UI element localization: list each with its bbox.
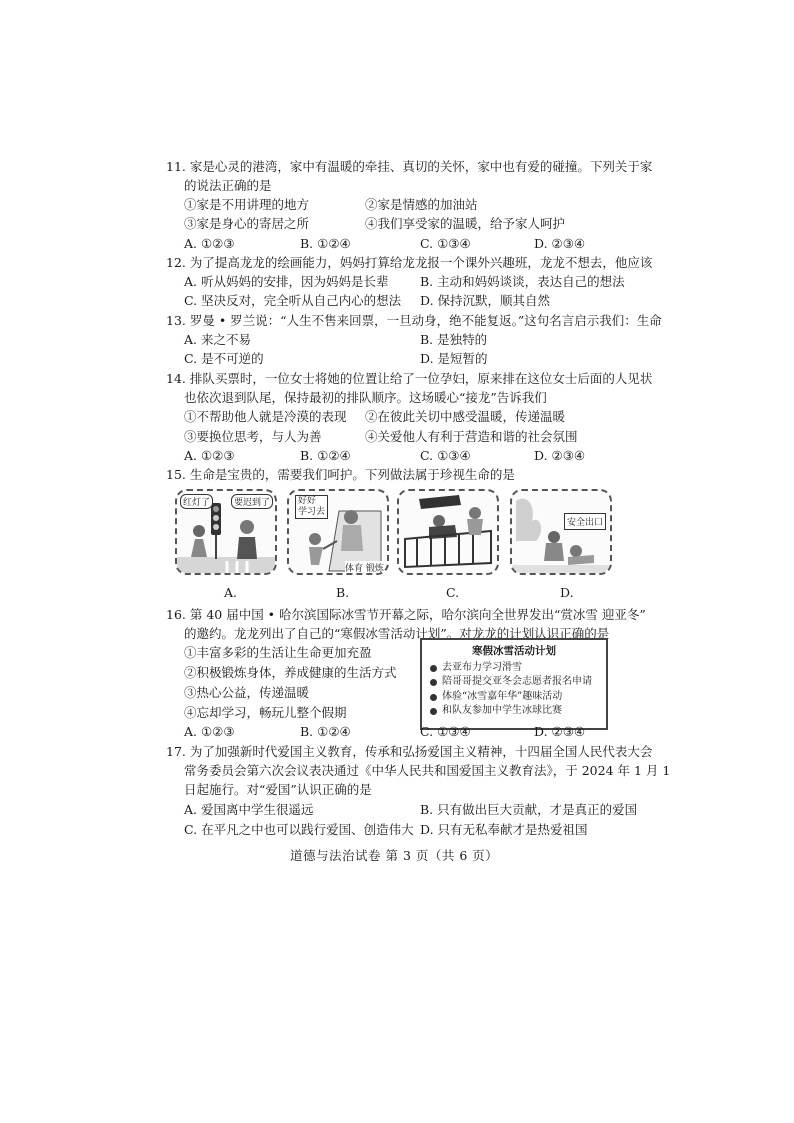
- q16-stem-line1: 16. 第 40 届中国 • 哈尔滨国际冰雪节开幕之际，哈尔滨向全世界发出“赏冰雪 迎亚冬”: [166, 607, 646, 622]
- plan-item-text: 和队友参加中学生冰球比赛: [442, 705, 562, 716]
- plan-title: 寒假冰雪活动计划: [472, 645, 556, 657]
- bullet-icon: [430, 665, 437, 672]
- q15-picture-c[interactable]: [397, 489, 499, 575]
- q11-statement-1: ①家是不用讲理的地方: [184, 197, 310, 212]
- q12-stem: 12. 为了提高龙龙的绘画能力，妈妈打算给龙龙报一个课外兴趣班，龙龙不想去，他应该: [166, 255, 653, 270]
- q14-stem-line2: 也依次退到队尾，保持最初的排队顺序。这场暖心“接龙”告诉我们: [184, 390, 547, 405]
- q17-option-d[interactable]: D. 只有无私奉献才是热爱祖国: [420, 822, 588, 837]
- q14-option-a[interactable]: A. ①②③: [184, 448, 235, 463]
- speech-bubble-red-light: 红灯了: [180, 494, 213, 509]
- plan-item: [430, 704, 598, 719]
- q15-picture-b[interactable]: [287, 489, 389, 575]
- q13-option-a[interactable]: A. 来之不易: [184, 332, 251, 347]
- q15-option-a[interactable]: A.: [224, 585, 238, 600]
- q14-statement-2: ②在彼此关切中感受温暖，传递温暖: [365, 409, 566, 424]
- bullet-icon: [430, 679, 437, 686]
- plan-item-text: 体验“冰雪嘉年华”趣味活动: [442, 690, 563, 702]
- plan-item: [430, 675, 598, 690]
- q16-option-a[interactable]: A. ①②③: [184, 724, 235, 739]
- q15-stem: 15. 生命是宝贵的，需要我们呵护。下列做法属于珍视生命的是: [166, 467, 515, 482]
- q16-statement-2: ②积极锻炼身体，养成健康的生活方式: [184, 665, 397, 680]
- q11-stem-line1: 11. 家是心灵的港湾，家中有温暖的牵挂、真切的关怀，家中也有爱的碰撞。下列关于家: [166, 159, 653, 174]
- q13-option-c[interactable]: C. 是不可逆的: [184, 351, 264, 366]
- q15-option-d[interactable]: D.: [560, 585, 574, 600]
- label-sport: [345, 561, 384, 574]
- q14-statement-3: ③要换位思考，与人为善: [184, 429, 322, 444]
- railing-climb-illustration: [399, 491, 497, 573]
- q11-option-b[interactable]: B. ①②④: [300, 236, 351, 251]
- q15-option-b[interactable]: B.: [336, 585, 350, 600]
- q12-option-d[interactable]: D. 保持沉默，顺其自然: [420, 293, 551, 308]
- q17-option-a[interactable]: A. 爱国离中学生很遥远: [184, 802, 314, 817]
- winter-activity-plan: [420, 638, 608, 730]
- label-sport-part1: 体育: [345, 564, 364, 574]
- q17-option-c[interactable]: C. 在平凡之中也可以践行爱国、创造伟大: [184, 822, 414, 837]
- sign-study-line1: 好好: [298, 496, 317, 506]
- fire-escape-illustration: [512, 491, 610, 573]
- q14-statement-4: ④关爱他人有利于营造和谐的社会氛围: [365, 429, 578, 444]
- q12-option-c[interactable]: C. 坚决反对，完全听从自己内心的想法: [184, 293, 402, 308]
- q15-picture-a[interactable]: [175, 489, 277, 575]
- q14-option-c[interactable]: C. ①③④: [420, 448, 471, 463]
- q11-option-c[interactable]: C. ①③④: [420, 236, 471, 251]
- q14-option-b[interactable]: B. ①②④: [300, 448, 351, 463]
- q11-option-d[interactable]: D. ②③④: [534, 236, 586, 251]
- sign-study-line2: 学习去: [298, 507, 326, 517]
- q14-stem-line1: 14. 排队买票时，一位女士将她的位置让给了一位孕妇，原来排在这位女士后面的人见状: [166, 371, 653, 386]
- plan-item-text: 陪哥哥提交亚冬会志愿者报名申请: [442, 676, 592, 687]
- bullet-icon: [430, 694, 437, 701]
- q16-option-b[interactable]: B. ①②④: [300, 724, 351, 739]
- q17-option-b[interactable]: B. 只有做出巨大贡献，才是真正的爱国: [420, 802, 638, 817]
- q16-option-c[interactable]: C. ①③④: [420, 724, 471, 739]
- exit-sign: 安全出口: [564, 513, 606, 530]
- page-footer: 道德与法治试卷 第 3 页（共 6 页）: [290, 848, 499, 863]
- q12-option-b[interactable]: B. 主动和妈妈谈谈，表达自己的想法: [420, 274, 625, 289]
- label-sport-part2: 锻炼: [365, 564, 384, 574]
- q11-stem-line2: 的说法正确的是: [184, 178, 272, 193]
- sign-study: [295, 495, 328, 519]
- q11-statement-4: ④我们享受家的温暖，给予家人呵护: [365, 216, 566, 231]
- plan-item: [430, 661, 598, 676]
- q14-statement-1: ①不帮助他人就是冷漠的表现: [184, 409, 347, 424]
- q16-statement-3: ③热心公益，传递温暖: [184, 685, 310, 700]
- q13-option-d[interactable]: D. 是短暂的: [420, 351, 488, 366]
- q16-stem-line2: 的邀约。龙龙列出了自己的“寒假冰雪活动计划”。对龙龙的计划认识正确的是: [184, 626, 610, 641]
- q15-picture-d[interactable]: [510, 489, 612, 575]
- q11-statement-2: ②家是情感的加油站: [365, 197, 478, 212]
- q11-option-a[interactable]: A. ①②③: [184, 236, 235, 251]
- bullet-icon: [430, 708, 437, 715]
- q17-stem-line1: 17. 为了加强新时代爱国主义教育，传承和弘扬爱国主义精神，十四届全国人民代表大会: [166, 744, 653, 759]
- q17-stem-line2: 常务委员会第六次会议表决通过《中华人民共和国爱国主义教育法》，于 2024 年 1 月 1: [184, 763, 671, 778]
- q11-statement-3: ③家是身心的寄居之所: [184, 216, 310, 231]
- plan-item: [430, 690, 598, 705]
- q17-stem-line3: 日起施行。对“爱国”认识正确的是: [184, 782, 372, 797]
- q15-option-c[interactable]: C.: [446, 585, 460, 600]
- speech-bubble-late: 要迟到了: [231, 494, 273, 509]
- q13-option-b[interactable]: B. 是独特的: [420, 332, 488, 347]
- plan-item-text: 去亚布力学习滑雪: [442, 661, 522, 673]
- q16-option-d[interactable]: D. ②③④: [534, 724, 586, 739]
- q13-stem: 13. 罗曼 • 罗兰说：“人生不售来回票，一旦动身，绝不能复返。”这句名言启示我们：生命: [166, 313, 662, 328]
- q16-statement-4: ④忘却学习，畅玩儿整个假期: [184, 705, 347, 720]
- q14-option-d[interactable]: D. ②③④: [534, 448, 586, 463]
- q12-option-a[interactable]: A. 听从妈妈的安排，因为妈妈是长辈: [184, 274, 389, 289]
- q16-statement-1: ①丰富多彩的生活让生命更加充盈: [184, 645, 372, 660]
